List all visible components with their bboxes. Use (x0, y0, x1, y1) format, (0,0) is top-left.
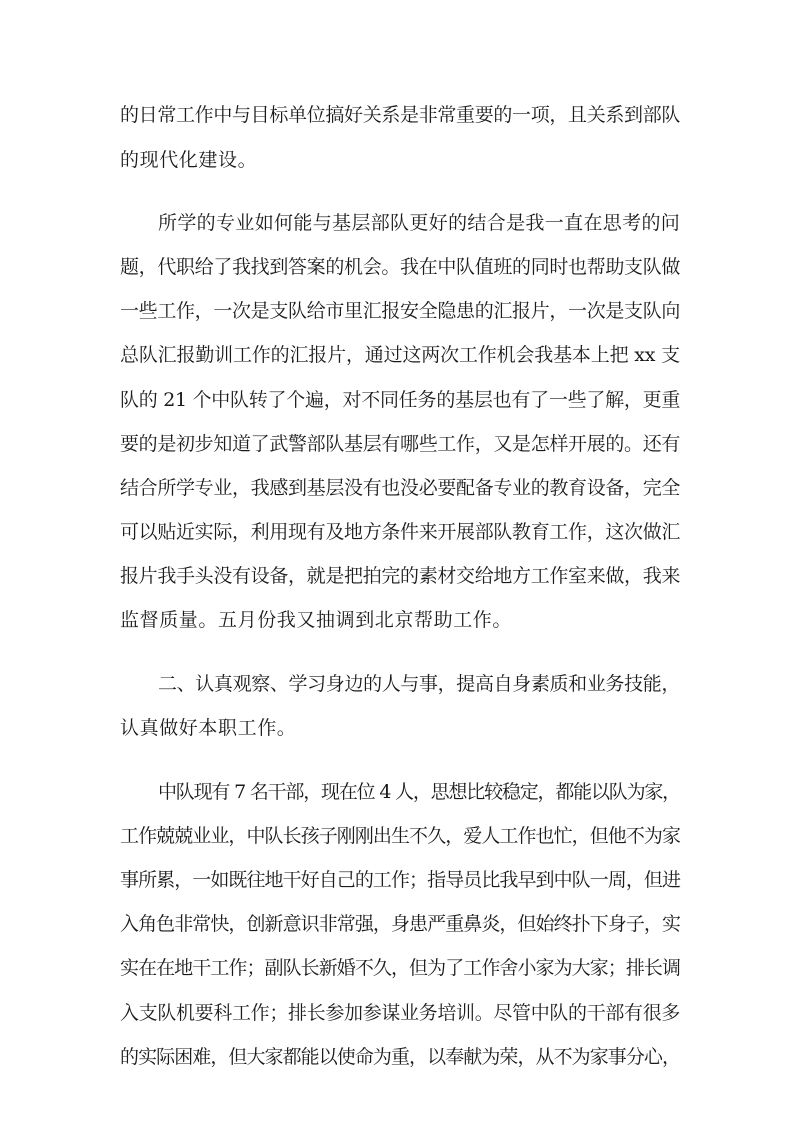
text-line: 的实际困难，但大家都能以使命为重，以奉献为荣，从不为家事分心， (120, 1046, 680, 1068)
paragraph-first-line: 中队现有 7 名干部，现在位 4 人，思想比较稳定，都能以队为家， (158, 781, 680, 803)
text-line: 题，代职给了我找到答案的机会。我在中队值班的同时也帮助支队做 (120, 256, 680, 278)
text-line: 实在在地干工作；副队长新婚不久，但为了工作舍小家为大家；排长调 (120, 957, 680, 979)
text-line: 入角色非常快，创新意识非常强，身患严重鼻炎，但始终扑下身子，实 (120, 913, 680, 935)
text-line: 事所累，一如既往地干好自己的工作；指导员比我早到中队一周，但进 (120, 869, 680, 891)
text-line: 可以贴近实际，利用现有及地方条件来开展部队教育工作，这次做汇 (120, 521, 680, 543)
paragraph-first-line: 二、认真观察、学习身边的人与事，提高自身素质和业务技能， (158, 673, 680, 695)
text-line: 的日常工作中与目标单位搞好关系是非常重要的一项，且关系到部队 (120, 104, 680, 126)
text-line: 入支队机要科工作；排长参加参谋业务培训。尽管中队的干部有很多 (120, 1002, 680, 1024)
text-line: 的现代化建设。 (120, 149, 258, 171)
paragraph-first-line: 所学的专业如何能与基层部队更好的结合是我一直在思考的问 (158, 212, 680, 234)
text-line: 队的 21 个中队转了个遍，对不同任务的基层也有了一些了解，更重 (120, 389, 680, 411)
text-line: 结合所学专业，我感到基层没有也没必要配备专业的教育设备，完全 (120, 477, 680, 499)
text-line: 总队汇报勤训工作的汇报片，通过这两次工作机会我基本上把 xx 支 (120, 344, 680, 366)
text-line: 监督质量。五月份我又抽调到北京帮助工作。 (120, 609, 513, 631)
text-line: 一些工作，一次是支队给市里汇报安全隐患的汇报片，一次是支队向 (120, 300, 680, 322)
text-line: 工作兢兢业业，中队长孩子刚刚出生不久，爱人工作也忙，但他不为家 (120, 825, 680, 847)
text-line: 认真做好本职工作。 (120, 717, 297, 739)
text-line: 要的是初步知道了武警部队基层有哪些工作，又是怎样开展的。还有 (120, 433, 680, 455)
text-line: 报片我手头没有设备，就是把拍完的素材交给地方工作室来做，我来 (120, 565, 680, 587)
